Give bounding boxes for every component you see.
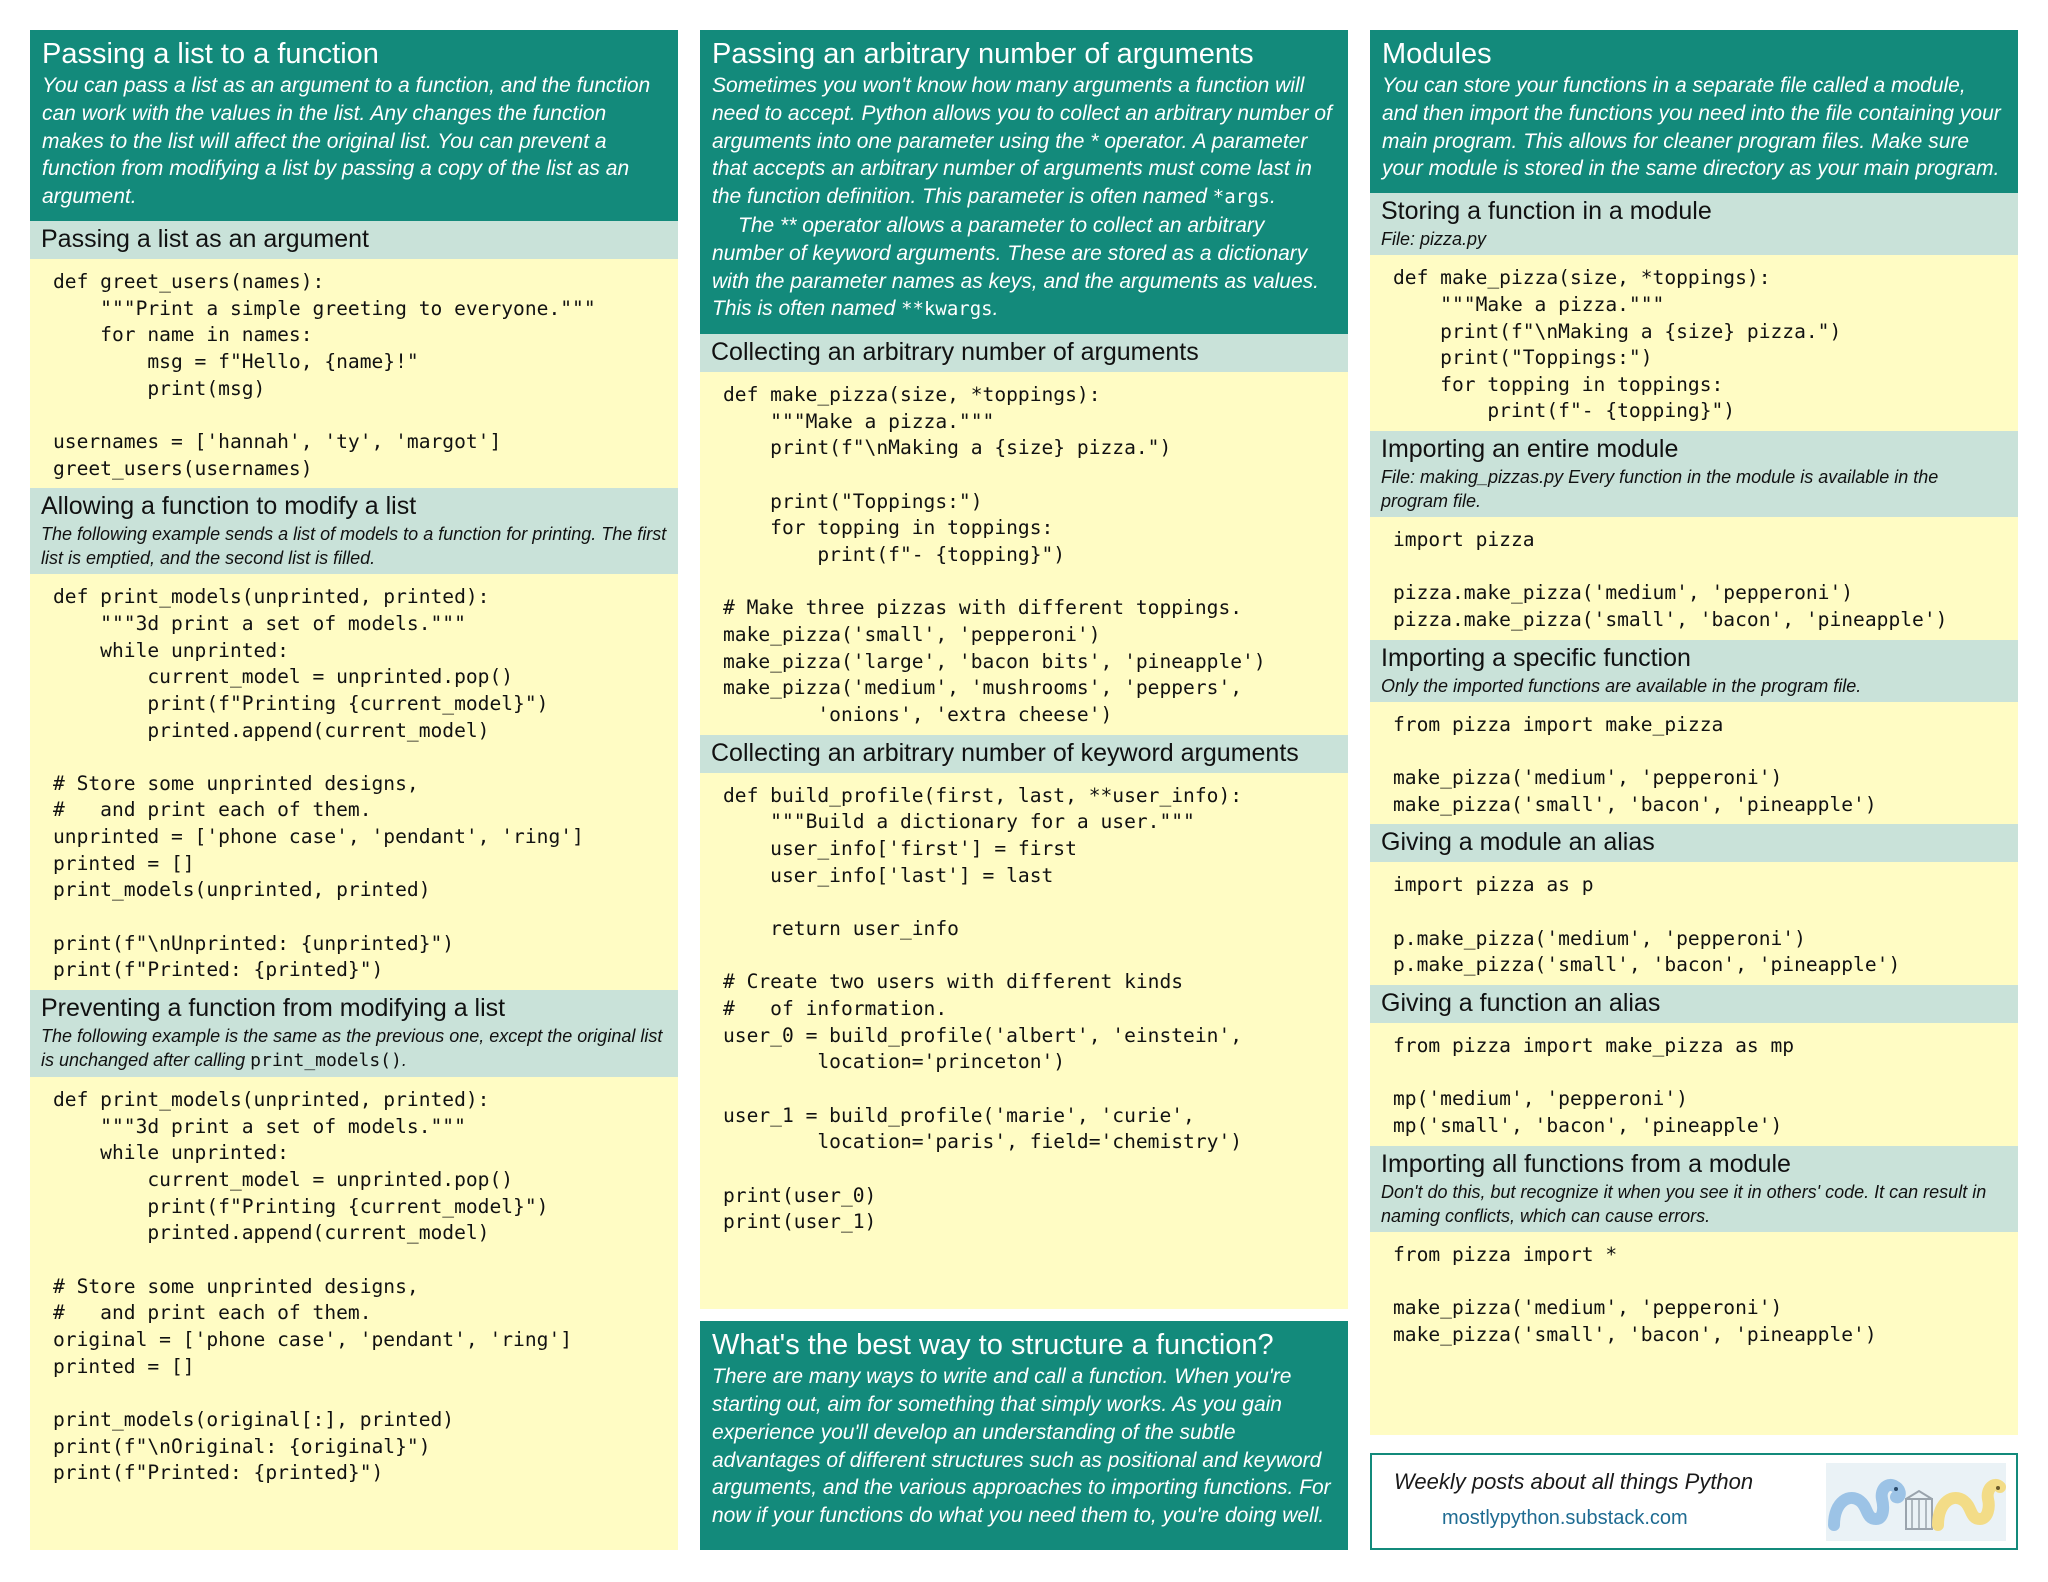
code-filler — [30, 1493, 678, 1550]
hero-body-end: . — [1269, 185, 1276, 209]
code-block-from-import — [1370, 702, 2018, 825]
desc-inline-code: print_models() — [250, 1050, 402, 1072]
hero-body: You can store your functions in a separate file called a module, and then import the functions you need into the file containing your main program. This allows for cleaner program files. Make sure your module is stored in the same directory as your main program. — [1382, 74, 2001, 181]
section-desc: Only the imported functions are available in the program file. — [1381, 675, 1862, 696]
code-filler — [700, 1242, 1348, 1309]
code-block-pizza-module — [1370, 255, 2018, 431]
section-desc — [41, 1024, 667, 1073]
promo-tagline: Weekly posts about all things Python — [1394, 1469, 1754, 1494]
hero-body — [712, 72, 1336, 324]
code-block-import-all — [1370, 1232, 2018, 1355]
desc-end: . — [401, 1050, 407, 1071]
section-title: Importing an entire module — [1381, 435, 1679, 464]
section-header-store-module — [1370, 193, 2018, 255]
hero-best-structure — [700, 1321, 1348, 1550]
code-text: from pizza import make_pizza as mp mp('medium', 'pepperoni') mp('small', 'bacon', 'pineapple') — [1393, 1034, 1795, 1137]
code-block-build-profile — [700, 773, 1348, 1242]
code-text: def make_pizza(size, *toppings): """Make a pizza.""" print(f"\nMaking a {size} pizza.") print("Toppings:") for topping in toppings: print(f"- {topping}") # Make three pizzas with different toppings. make_pizza('small', 'pepperoni') make_pizza('large', 'bacon bits', 'pineapple') make_pizza('medium', 'mushrooms', 'peppers', 'onions', 'extra cheese') — [723, 383, 1266, 727]
section-desc: The following example sends a list of models to a function for printing. The first list is emptied, and the second list is filled. — [41, 524, 667, 569]
hero-title: Passing a list to a function — [42, 38, 379, 70]
column-1 — [30, 30, 678, 1550]
section-header-passing-list-argument — [30, 221, 678, 259]
hero-title: Modules — [1382, 38, 1492, 70]
section-title: Importing all functions from a module — [1381, 1149, 1791, 1178]
section-title: Importing a specific function — [1381, 643, 1691, 672]
section-title: Giving a function an alias — [1381, 989, 1661, 1017]
desc-text: The following example is the same as the previous one, except the original list is unchanged after calling — [41, 1026, 663, 1071]
column-2 — [700, 30, 1348, 1550]
code-text: from pizza import make_pizza make_pizza('medium', 'pepperoni') make_pizza('small', 'bacon', 'pineapple') — [1393, 712, 1877, 816]
section-gap — [700, 1309, 1348, 1321]
hero-title: Passing an arbitrary number of arguments — [712, 38, 1254, 70]
code-block-module-alias — [1370, 862, 2018, 985]
hero-body2-end: . — [992, 297, 999, 321]
hero-body-text: Sometimes you won't know how many arguments a function will need to accept. Python allows you to collect an arbitrary number of arguments into one parameter using the * operator. A parameter that accepts an arbitrary number of arguments must come last in the function definition. This parameter is often named — [712, 74, 1332, 209]
code-block-print-models — [30, 574, 678, 990]
section-title: Allowing a function to modify a list — [41, 492, 417, 521]
section-header-modify-list — [30, 488, 678, 574]
code-filler — [1370, 1354, 2018, 1435]
section-header-collect-kwargs — [700, 735, 1348, 773]
section-header-module-alias — [1370, 824, 2018, 862]
hero-title: What's the best way to structure a function? — [712, 1329, 1274, 1362]
section-header-import-module — [1370, 431, 2018, 517]
column-3 — [1370, 30, 2018, 1550]
code-text: def print_models(unprinted, printed): """3d print a set of models.""" while unprinted: current_model = unprinted.pop() print(f"Printing {current_model}") printed.append(current_model) # Store some unprinted designs, # and print each of them. original = ['phone case', 'pendant', 'ring'] printed = [] print_models(original[:], printed) print(f"\nOriginal: {original}") print(f"Printed: {printed}") — [53, 1088, 573, 1485]
section-title: Preventing a function from modifying a list — [41, 994, 506, 1023]
code-block-make-pizza — [700, 372, 1348, 735]
python-snakes-logo-icon — [1826, 1463, 2006, 1541]
code-block-import-pizza — [1370, 517, 2018, 640]
section-desc: File: making_pizzas.py Every function in the module is available in the program file. — [1381, 467, 1939, 512]
hero-modules — [1370, 30, 2018, 193]
hero-inline-code: *args — [1212, 186, 1270, 209]
code-text: def print_models(unprinted, printed): """3d print a set of models.""" while unprinted: current_model = unprinted.pop() print(f"Printing {current_model}") printed.append(current_model) # Store some unprinted designs, # and print each of them. unprinted = ['phone case', 'pendant', 'ring'] printed = [] print_models(unprinted, printed) print(f"\nUnprinted: {unprinted}") print(f"Printed: {printed}") — [53, 585, 584, 982]
section-header-collect-args — [700, 334, 1348, 372]
section-header-import-function — [1370, 640, 2018, 702]
code-text: def make_pizza(size, *toppings): """Make a pizza.""" print(f"\nMaking a {size} pizza.") print("Toppings:") for topping in toppings: print(f"- {topping}") — [1393, 266, 1842, 423]
promo-link[interactable]: mostlypython.substack.com — [1442, 1507, 1688, 1529]
code-text: def greet_users(names): """Print a simple greeting to everyone.""" for name in names: msg = f"Hello, {name}!" print(msg) usernames = ['hannah', 'ty', 'margot'] greet_users(usernames) — [53, 269, 596, 480]
section-desc: Don't do this, but recognize it when you see it in others' code. It can result in naming conflicts, which can cause errors. — [1381, 1181, 1987, 1226]
promo-box — [1370, 1453, 2018, 1550]
section-header-function-alias — [1370, 985, 2018, 1023]
hero-arbitrary-args — [700, 30, 1348, 334]
section-title: Collecting an arbitrary number of keyword arguments — [711, 738, 1299, 767]
section-title: Collecting an arbitrary number of arguments — [711, 338, 1199, 367]
section-header-prevent-modify — [30, 990, 678, 1077]
code-block-greet-users — [30, 259, 678, 488]
code-block-function-alias — [1370, 1023, 2018, 1146]
section-title: Passing a list as an argument — [41, 224, 369, 253]
hero-body: There are many ways to write and call a function. When you're starting out, aim for something that simply works. As you gain experience you'll develop an understanding of the subtle advantages of different structures such as positional and keyword arguments, and the various approaches to importing functions. For now if your functions do what you need them to, you're doing well. — [712, 1365, 1331, 1528]
section-title: Giving a module an alias — [1381, 828, 1655, 857]
hero-body: You can pass a list as an argument to a function, and the function can work with the values in the list. Any changes the function makes to the list will affect the original list. You can prevent a function from modifying a list by passing a copy of the list as an argument. — [42, 74, 651, 209]
section-desc: File: pizza.py — [1381, 229, 1487, 250]
hero-body2-text: The ** operator allows a parameter to collect an arbitrary number of keyword arguments. These are stored as a dictionary with the parameter names as keys, and the arguments as values. This is often named — [712, 213, 1319, 321]
code-text: import pizza as p p.make_pizza('medium', 'pepperoni') p.make_pizza('small', 'bacon', 'pineapple') — [1393, 873, 1901, 977]
hero-inline-code-2: **kwargs — [901, 298, 993, 321]
section-header-import-all — [1370, 1146, 2018, 1232]
section-title: Storing a function in a module — [1381, 197, 1712, 226]
code-text: from pizza import * make_pizza('medium', 'pepperoni') make_pizza('small', 'bacon', 'pineapple') — [1393, 1242, 1877, 1346]
code-text: import pizza pizza.make_pizza('medium', 'pepperoni') pizza.make_pizza('small', 'bacon', 'pineapple') — [1393, 528, 1948, 632]
code-text: def build_profile(first, last, **user_info): """Build a dictionary for a user.""" user_info['first'] = first user_info['last'] = last return user_info # Create two users with different kinds # of information. user_0 = build_profile('albert', 'einstein', location='princeton') user_1 = build_profile('marie', 'curie', location='paris', field='chemistry') print(user_0) print(user_1) — [723, 783, 1243, 1234]
code-block-print-models-copy — [30, 1077, 678, 1493]
hero-passing-list — [30, 30, 678, 221]
